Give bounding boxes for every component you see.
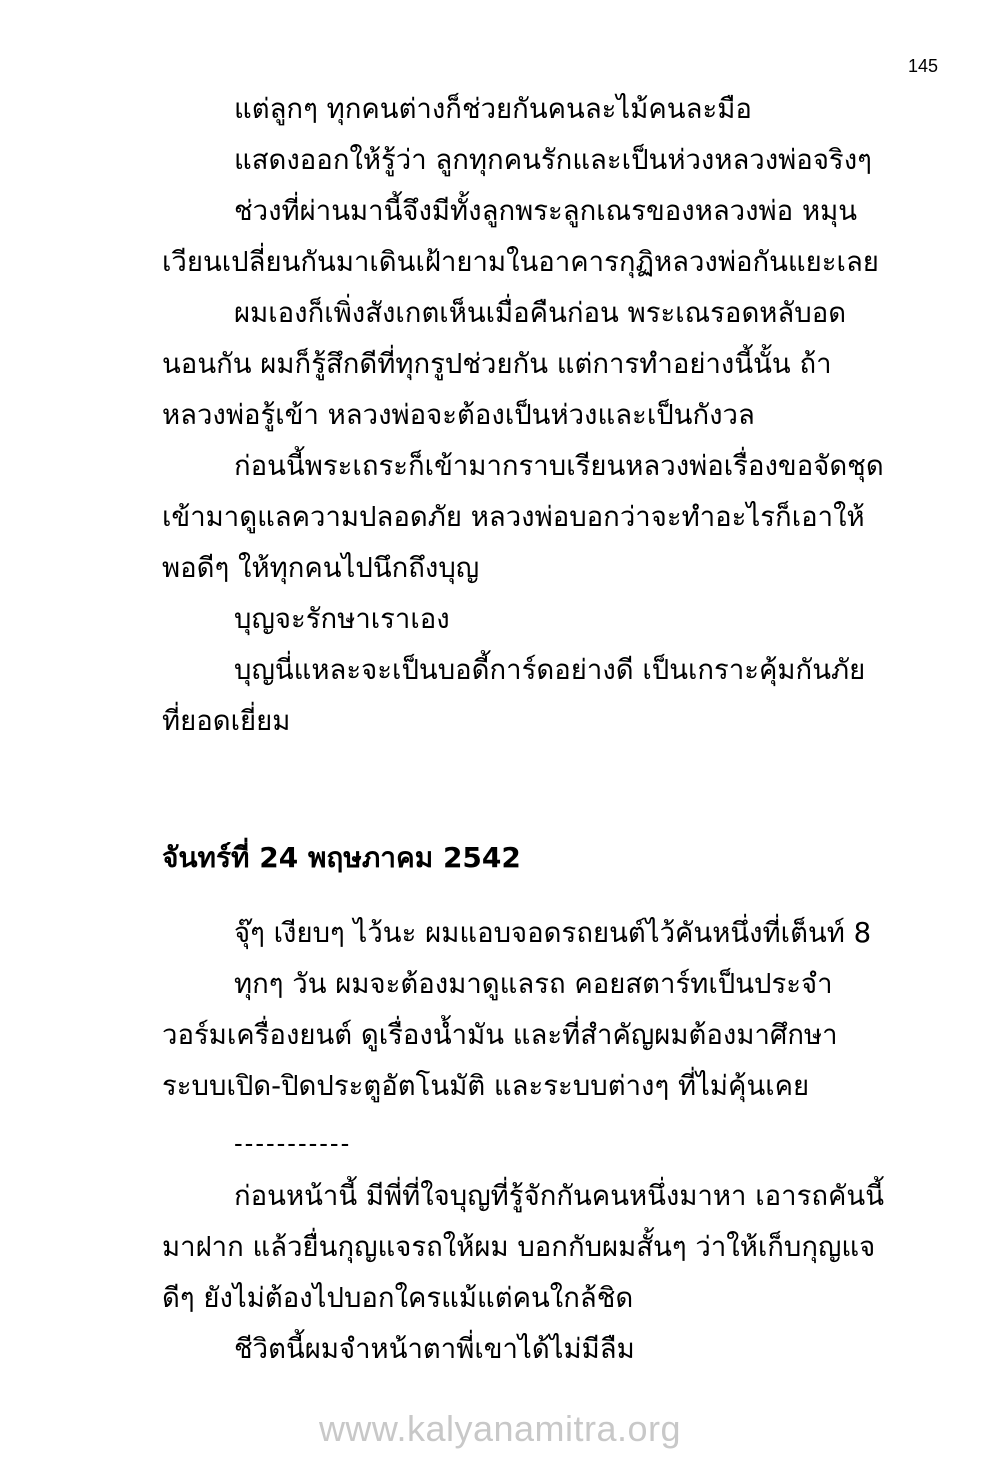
text-line: บุญจะรักษาเราเอง bbox=[234, 603, 450, 635]
page-number: 145 bbox=[908, 56, 939, 76]
text-line: ทุกๆ วัน ผมจะต้องมาดูแลรถ คอยสตาร์ทเป็นประจำ bbox=[234, 968, 833, 1000]
text-line: ดีๆ ยังไม่ต้องไปบอกใครแม้แต่คนใกล้ชิด bbox=[162, 1282, 634, 1314]
text-line: มาฝาก แล้วยื่นกุญแจรถให้ผม บอกกับผมสั้นๆ ว่าให้เก็บกุญแจ bbox=[162, 1231, 876, 1263]
text-line: ระบบเปิด-ปิดประตูอัตโนมัติ และระบบต่างๆ ที่ไม่คุ้นเคย bbox=[162, 1070, 810, 1102]
watermark: www.kalyanamitra.org bbox=[318, 1408, 682, 1449]
text-line: ที่ยอดเยี่ยม bbox=[162, 705, 291, 737]
text-line: หลวงพ่อรู้เข้า หลวงพ่อจะต้องเป็นห่วงและเป็นกังวล bbox=[162, 399, 755, 431]
date-heading: จันทร์ที่ 24 พฤษภาคม 2542 bbox=[162, 841, 521, 874]
text-line: ผมเองก็เพิ่งสังเกตเห็นเมื่อคืนก่อน พระเณรอดหลับอด bbox=[234, 297, 847, 329]
text-line: แต่ลูกๆ ทุกคนต่างก็ช่วยกันคนละไม้คนละมือ bbox=[234, 93, 752, 125]
text-line: ชีวิตนี้ผมจำหน้าตาพี่เขาได้ไม่มีลืม bbox=[234, 1333, 635, 1365]
text-line: เข้ามาดูแลความปลอดภัย หลวงพ่อบอกว่าจะทำอะไรก็เอาให้ bbox=[162, 501, 865, 533]
section-divider: ----------- bbox=[234, 1128, 352, 1158]
text-line: จุ๊ๆ เงียบๆ ไว้นะ ผมแอบจอดรถยนต์ไว้คันหนึ่งที่เต็นท์ 8 bbox=[234, 917, 872, 949]
text-line: เวียนเปลี่ยนกันมาเดินเฝ้ายามในอาคารกุฏิหลวงพ่อกันแยะเลย bbox=[162, 246, 879, 278]
text-line: ก่อนนี้พระเถระก็เข้ามากราบเรียนหลวงพ่อเรื่องขอจัดชุด bbox=[234, 450, 884, 482]
text-line: ช่วงที่ผ่านมานี้จึงมีทั้งลูกพระลูกเณรของหลวงพ่อ หมุน bbox=[234, 195, 857, 227]
text-line: พอดีๆ ให้ทุกคนไปนึกถึงบุญ bbox=[162, 552, 480, 584]
text-line: แสดงออกให้รู้ว่า ลูกทุกคนรักและเป็นห่วงหลวงพ่อจริงๆ bbox=[234, 144, 872, 176]
text-line: วอร์มเครื่องยนต์ ดูเรื่องน้ำมัน และที่สำคัญผมต้องมาศึกษา bbox=[162, 1019, 838, 1051]
text-line: ก่อนหน้านี้ มีพี่ที่ใจบุญที่รู้จักกันคนหนึ่งมาหา เอารถคันนี้ bbox=[234, 1180, 884, 1212]
text-line: บุญนี่แหละจะเป็นบอดี้การ์ดอย่างดี เป็นเกราะคุ้มกันภัย bbox=[234, 654, 866, 686]
text-line: นอนกัน ผมก็รู้สึกดีที่ทุกรูปช่วยกัน แต่การทำอย่างนี้นั้น ถ้า bbox=[162, 348, 832, 380]
